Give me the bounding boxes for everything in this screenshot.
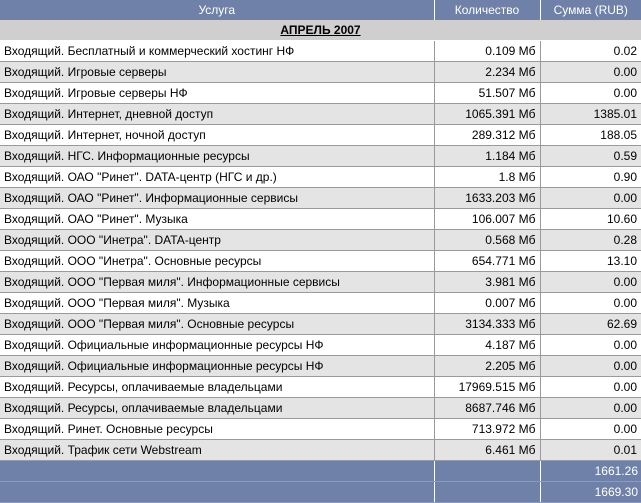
quantity-cell: 654.771 Мб xyxy=(434,250,540,271)
quantity-cell: 713.972 Мб xyxy=(434,418,540,439)
service-cell: Входящий. Официальные информационные ресурсы НФ xyxy=(0,334,434,355)
quantity-cell: 1.8 Мб xyxy=(434,166,540,187)
table-row xyxy=(0,250,641,271)
table-row xyxy=(0,124,641,145)
sum-cell: 0.00 xyxy=(540,355,641,376)
service-cell: Входящий. Интернет, ночной доступ xyxy=(0,124,434,145)
sum-cell: 0.00 xyxy=(540,271,641,292)
column-header-service[interactable]: Услуга xyxy=(0,0,434,20)
service-cell: Входящий. НГС. Информационные ресурсы xyxy=(0,145,434,166)
quantity-cell: 1633.203 Мб xyxy=(434,187,540,208)
service-cell: Входящий. Ресурсы, оплачиваемые владельцами xyxy=(0,376,434,397)
sum-cell: 13.10 xyxy=(540,250,641,271)
table-row xyxy=(0,418,641,439)
quantity-cell: 2.234 Мб xyxy=(434,61,540,82)
quantity-cell: 106.007 Мб xyxy=(434,208,540,229)
total-empty-cell xyxy=(434,481,540,502)
sum-cell: 0.00 xyxy=(540,61,641,82)
service-cell: Входящий. ОАО "Ринет". Музыка xyxy=(0,208,434,229)
column-header-quantity[interactable]: Количество xyxy=(434,0,540,20)
quantity-cell: 1.184 Мб xyxy=(434,145,540,166)
service-cell: Входящий. Игровые серверы НФ xyxy=(0,82,434,103)
service-cell: Входящий. ООО "Первая миля". Основные ресурсы xyxy=(0,313,434,334)
sum-cell: 188.05 xyxy=(540,124,641,145)
service-cell: Входящий. ООО "Инетра". DATA-центр xyxy=(0,229,434,250)
total-row xyxy=(0,481,641,502)
service-cell: Входящий. Трафик сети Webstream xyxy=(0,439,434,460)
table-row xyxy=(0,229,641,250)
column-header-sum[interactable]: Сумма (RUB) xyxy=(540,0,641,20)
quantity-cell: 4.187 Мб xyxy=(434,334,540,355)
service-cell: Входящий. Официальные информационные ресурсы НФ xyxy=(0,355,434,376)
quantity-cell: 2.205 Мб xyxy=(434,355,540,376)
sum-cell: 0.00 xyxy=(540,397,641,418)
period-row xyxy=(0,20,641,40)
sum-cell: 0.00 xyxy=(540,418,641,439)
service-cell: Входящий. Ринет. Основные ресурсы xyxy=(0,418,434,439)
service-cell: Входящий. ОАО "Ринет". Информационные сервисы xyxy=(0,187,434,208)
table-row xyxy=(0,397,641,418)
sum-cell: 0.00 xyxy=(540,376,641,397)
sum-cell: 0.00 xyxy=(540,82,641,103)
sum-cell: 1385.01 xyxy=(540,103,641,124)
table-row xyxy=(0,292,641,313)
quantity-cell: 6.461 Мб xyxy=(434,439,540,460)
sum-cell: 0.01 xyxy=(540,439,641,460)
table-row xyxy=(0,439,641,460)
quantity-cell: 289.312 Мб xyxy=(434,124,540,145)
sum-cell: 0.59 xyxy=(540,145,641,166)
sum-cell: 0.00 xyxy=(540,334,641,355)
sum-cell: 62.69 xyxy=(540,313,641,334)
quantity-cell: 3.981 Мб xyxy=(434,271,540,292)
service-cell: Входящий. Бесплатный и коммерческий хостинг НФ xyxy=(0,40,434,61)
table-row xyxy=(0,61,641,82)
table-row xyxy=(0,103,641,124)
service-cell: Входящий. ООО "Инетра". Основные ресурсы xyxy=(0,250,434,271)
table-row xyxy=(0,40,641,61)
table-row xyxy=(0,355,641,376)
sum-cell: 0.00 xyxy=(540,292,641,313)
sum-cell: 0.02 xyxy=(540,40,641,61)
table-row xyxy=(0,376,641,397)
table-row xyxy=(0,187,641,208)
quantity-cell: 3134.333 Мб xyxy=(434,313,540,334)
service-cell: Входящий. ООО "Первая миля". Информационные сервисы xyxy=(0,271,434,292)
table-row xyxy=(0,82,641,103)
sum-cell: 10.60 xyxy=(540,208,641,229)
table-body xyxy=(0,20,641,502)
service-cell: Входящий. ООО "Первая миля". Музыка xyxy=(0,292,434,313)
table-row xyxy=(0,208,641,229)
total-empty-cell xyxy=(0,460,434,481)
total-empty-cell xyxy=(434,460,540,481)
period-label: АПРЕЛЬ 2007 xyxy=(0,20,641,40)
total-sum-cell: 1669.30 xyxy=(540,481,641,502)
quantity-cell: 1065.391 Мб xyxy=(434,103,540,124)
service-cell: Входящий. ОАО "Ринет". DATA-центр (НГС и др.) xyxy=(0,166,434,187)
sum-cell: 0.28 xyxy=(540,229,641,250)
quantity-cell: 0.568 Мб xyxy=(434,229,540,250)
quantity-cell: 0.007 Мб xyxy=(434,292,540,313)
sum-cell: 0.90 xyxy=(540,166,641,187)
service-cell: Входящий. Ресурсы, оплачиваемые владельцами xyxy=(0,397,434,418)
table-row xyxy=(0,166,641,187)
table-row xyxy=(0,334,641,355)
total-sum-cell: 1661.26 xyxy=(540,460,641,481)
quantity-cell: 17969.515 Мб xyxy=(434,376,540,397)
quantity-cell: 0.109 Мб xyxy=(434,40,540,61)
quantity-cell: 51.507 Мб xyxy=(434,82,540,103)
table-row xyxy=(0,313,641,334)
sum-cell: 0.00 xyxy=(540,187,641,208)
table-header xyxy=(0,0,641,20)
table-row xyxy=(0,145,641,166)
quantity-cell: 8687.746 Мб xyxy=(434,397,540,418)
service-cell: Входящий. Интернет, дневной доступ xyxy=(0,103,434,124)
total-empty-cell xyxy=(0,481,434,502)
total-row xyxy=(0,460,641,481)
table-row xyxy=(0,271,641,292)
service-cell: Входящий. Игровые серверы xyxy=(0,61,434,82)
